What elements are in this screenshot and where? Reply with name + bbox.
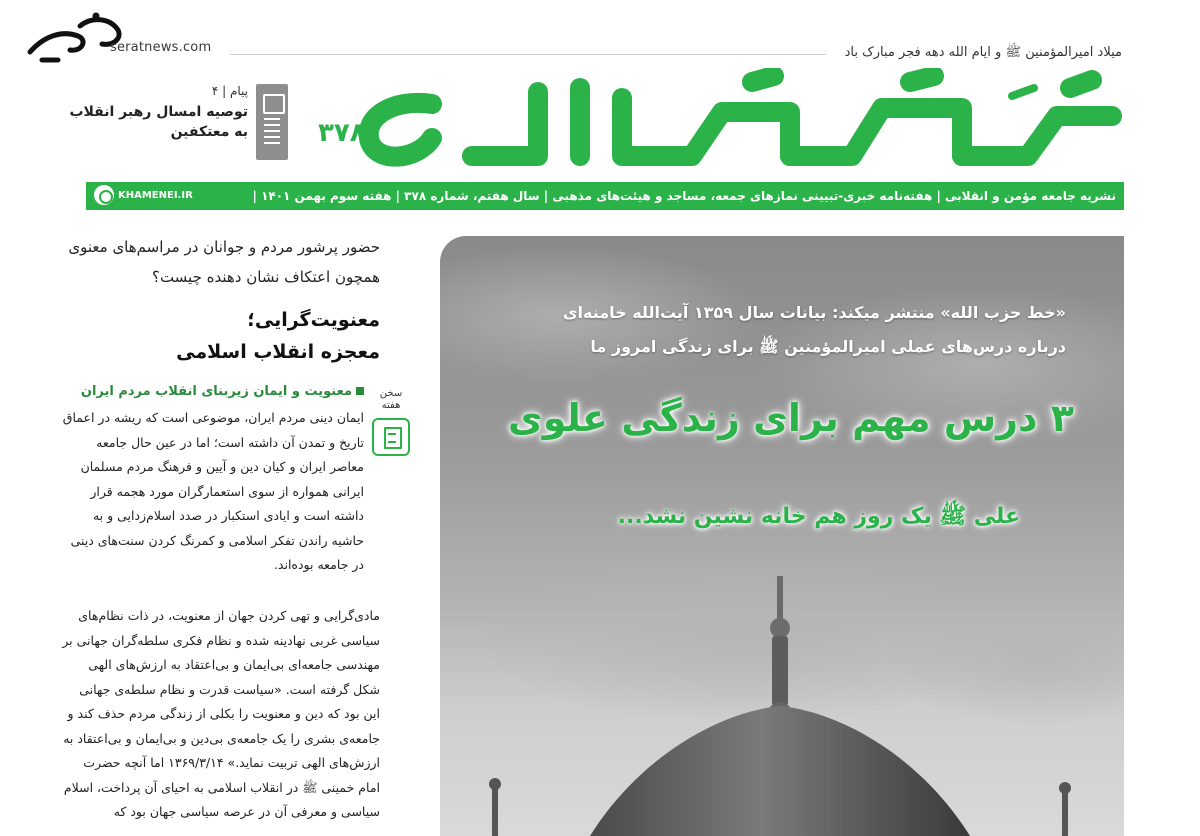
issue-number: ۳۷۸ bbox=[318, 118, 366, 148]
khamenei-badge[interactable] bbox=[94, 185, 193, 205]
ribbon-text: نشریه جامعه مؤمن و انقلابی | هفته‌نامه خبری-تبیینی نمازهای جمعه، مساجد و هیئت‌های مذهبی | سال هفتم، شماره ۳۷۸ | هفته سوم بهمن ۱۴۰۱ | bbox=[252, 189, 1116, 203]
hero-intro-line1: «خط حزب الله» منتشر میکند: بیانات سال ۱۳۵۹ آیت‌الله خامنه‌ای bbox=[562, 303, 1066, 322]
masthead-title bbox=[322, 68, 1122, 178]
hero-intro-line2: درباره درس‌های عملی امیرالمؤمنین ﷺ برای زندگی امروز ما bbox=[590, 337, 1066, 356]
section-badge bbox=[370, 388, 412, 456]
section-label: سخن هفته bbox=[379, 388, 403, 411]
khamenei-badge-text: KHAMENEI.IR bbox=[118, 189, 193, 201]
site-logo[interactable] bbox=[18, 6, 218, 70]
hero-intro bbox=[506, 296, 1066, 364]
serat-logo-mark bbox=[22, 6, 132, 70]
khamenei-logo-icon bbox=[94, 185, 114, 205]
site-url: seratnews.com bbox=[110, 40, 212, 55]
column-paragraph-2: مادی‌گرایی و تهی کردن جهان از معنویت، در ذات نظام‌های سیاسی غربی نهادینه شده و نظام فکری سلطه‌گران جهانی بر مهندسی جامعه‌ای بی‌ایمان و بی‌اعتقاد به ارزش‌های الهی شکل گرفته است. «سیاست قدرت و نظام سلطه‌ی جهانی این بود که دین و معنویت را بکلی از زندگی مردم حذف کند و جامعه‌ی بشری را یک جامعه‌ی بی‌دین و بی‌ایمان و بی‌اعتقاد به ارزش‌های الهی تربیت نماید.» ۱۳۶۹/۳/۱۴ اما آنچه حضرت امام خمینی ﷺ در انقلاب اسلامی به احیای آن پرداخت، اسلام سیاسی و معرفی آن در عرصه سیاسی جهان بود که bbox=[62, 608, 380, 819]
column-subhead bbox=[60, 380, 364, 404]
teaser-title: توصیه امسال رهبر انقلاب به معتکفین bbox=[69, 104, 248, 140]
column-headline bbox=[60, 304, 380, 368]
column-headline-line1: معنویت‌گرایی؛ bbox=[247, 309, 380, 331]
top-divider bbox=[230, 54, 826, 55]
subhead-bullet-icon bbox=[356, 387, 364, 395]
column-headline-line2: معجزه انقلاب اسلامی bbox=[176, 341, 380, 363]
masthead-title-text: خط حزب الله bbox=[719, 176, 725, 177]
column-paragraph-1: ایمان دینی مردم ایران، موضوعی است که ریشه در اعماق تاریخ و تمدن آن داشته است؛ اما در عین حال جامعه معاصر ایران و کیان دین و آیین و فرهنگ مردم مسلمان ایرانی همواره از سوی استعمارگران مورد هجمه قرار داشته است و ایادی استکبار در صدد اسلام‌زدایی و به حاشیه راندن تفکر اسلامی و کمرنگ کردن سنت‌های دینی در جامعه بوده‌اند. bbox=[62, 410, 364, 572]
teaser-thumbnail-icon[interactable] bbox=[256, 84, 288, 160]
hero-tagline: علی ﷺ یک روز هم خانه نشین نشد... bbox=[617, 504, 1020, 529]
document-icon bbox=[372, 418, 410, 456]
hero-title: ۳ درس مهم برای زندگی علوی bbox=[507, 396, 1074, 440]
masthead-lettering bbox=[322, 68, 1122, 178]
column-body-bottom bbox=[60, 604, 380, 836]
info-ribbon bbox=[86, 182, 1124, 210]
hero-image[interactable] bbox=[440, 236, 1124, 836]
column-subhead-text: معنویت و ایمان زیربنای انقلاب مردم ایران bbox=[80, 384, 352, 399]
greeting-text: میلاد امیرالمؤمنین ﷺ و ایام الله دهه فجر مبارک باد bbox=[844, 45, 1122, 60]
side-teaser[interactable] bbox=[64, 84, 248, 142]
column-question: حضور پرشور مردم و جوانان در مراسم‌های معنوی همچون اعتکاف نشان دهنده چیست؟ bbox=[68, 238, 380, 286]
teaser-message-number: پیام | ۴ bbox=[211, 84, 248, 98]
